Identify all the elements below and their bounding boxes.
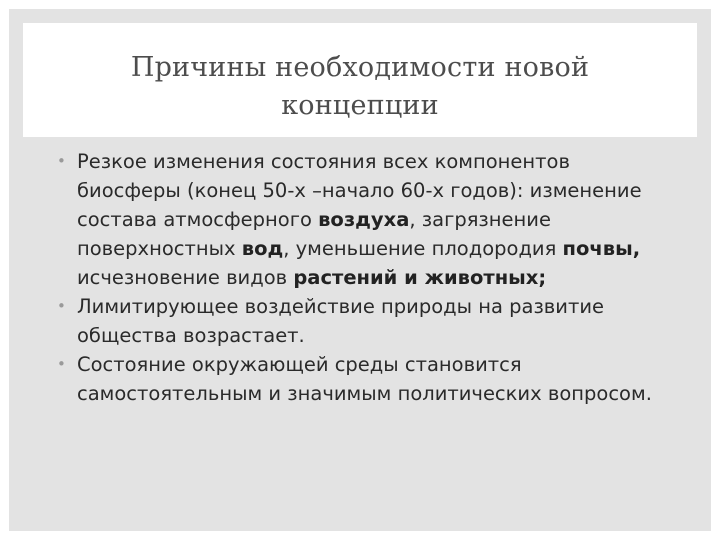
title-box — [23, 23, 697, 137]
bullet-1-bold-air: воздуха — [318, 208, 410, 231]
bullet-1-bold-species: растений и животных; — [293, 266, 547, 289]
bullet-list — [57, 147, 677, 408]
bullet-1-bold-water: вод — [241, 237, 284, 260]
bullet-icon: • — [57, 152, 66, 170]
bullet-icon: • — [57, 297, 66, 315]
bullet-1-text-c: , уменьшение плодородия — [283, 237, 563, 260]
bullet-item-1 — [57, 147, 677, 292]
bullet-3-text: Состояние окружающей среды становится самостоятельным и значимым политических вопросом. — [77, 353, 652, 405]
slide — [9, 9, 711, 531]
bullet-icon: • — [57, 355, 66, 373]
bullet-1-text-b: , загрязнение поверхностных — [77, 208, 551, 260]
slide-title-line-1: Причины необходимости новой — [130, 52, 590, 83]
bullet-1-text-a: Резкое изменения состояния всех компонентов биосферы (конец 50-х –начало 60-х годов): изменение состава атмосферного — [77, 150, 642, 231]
bullet-item-3 — [57, 350, 677, 408]
bullet-1-bold-soil: почвы, — [562, 237, 641, 260]
slide-title — [23, 49, 697, 125]
bullet-1-text-d: исчезновение видов — [77, 266, 294, 289]
bullet-2-text: Лимитирующее воздействие природы на развитие общества возрастает. — [77, 295, 605, 347]
slide-title-line-2: концепции — [281, 90, 439, 121]
bullet-item-2 — [57, 292, 677, 350]
